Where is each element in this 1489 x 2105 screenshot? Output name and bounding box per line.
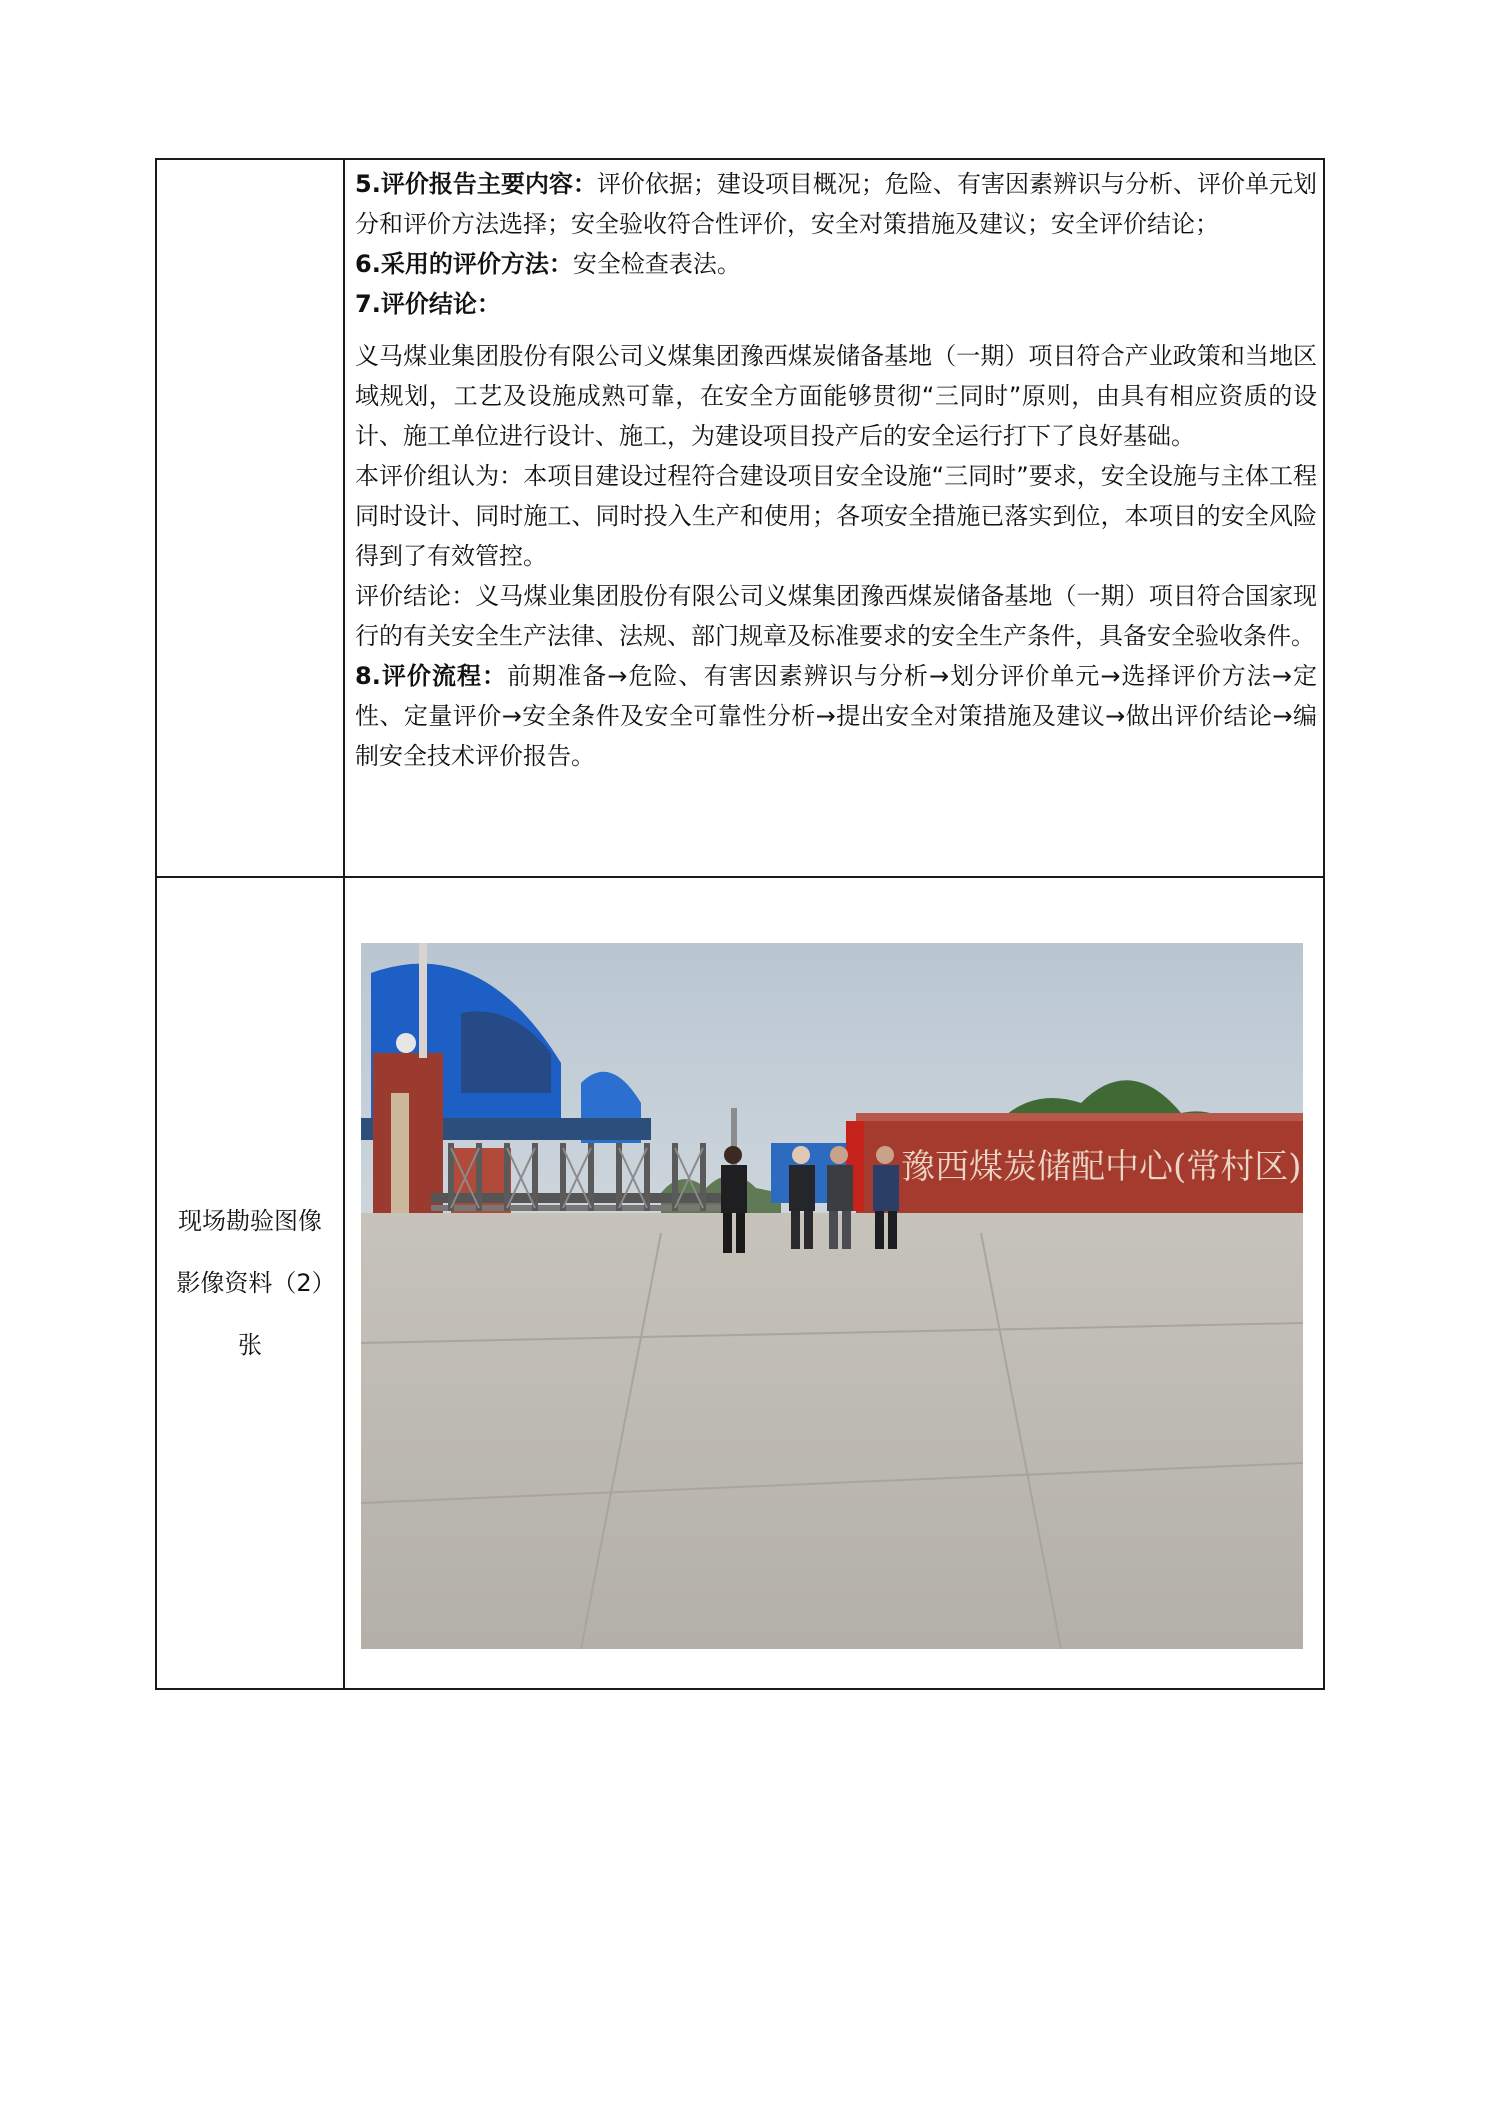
conclusion-paragraph-2: 本评价组认为：本项目建设过程符合建设项目安全设施“三同时”要求，安全设施与主体工程同时设计、同时施工、同时投入生产和使用；各项安全措施已落实到位，本项目的安全风险得到了有效管控。 (355, 462, 1317, 570)
section-6 (355, 244, 1317, 284)
photo-label: 现场勘验图像影像资料（2）张 (176, 1207, 324, 1359)
conclusion-paragraph-1: 义马煤业集团股份有限公司义煤集团豫西煤炭储备基地（一期）项目符合产业政策和当地区域规划，工艺及设施成熟可靠，在安全方面能够贯彻“三同时”原则，由具有相应资质的设计、施工单位进行设计、施工，为建设项目投产后的安全运行打下了良好基础。 (355, 342, 1317, 450)
section-8-heading: 8.评价流程： (355, 662, 508, 690)
sign-text: 豫西煤炭储配中心(常村区) (901, 1147, 1302, 1187)
section-5-text: 评价依据；建设项目概况；危险、有害因素辨识与分析、评价单元划分和评价方法选择；安全验收符合性评价，安全对策措施及建议；安全评价结论； (355, 170, 1318, 238)
flag-pole (419, 943, 427, 1058)
section-5 (355, 164, 1317, 244)
section-8-text: 前期准备→危险、有害因素辨识与分析→划分评价单元→选择评价方法→定性、定量评价→安全条件及安全可靠性分析→提出安全对策措施及建议→做出评价结论→编制安全技术评价报告。 (355, 662, 1317, 770)
empty-label-cell (156, 159, 344, 877)
photo-cell (344, 877, 1324, 1689)
sign-wall-cap (856, 1113, 1303, 1121)
section-8 (355, 656, 1317, 776)
section-7-heading: 7.评价结论： (355, 290, 501, 318)
section-6-text: 安全检查表法。 (572, 250, 741, 278)
pillar-plaque (391, 1093, 409, 1213)
concrete-ground (361, 1213, 1303, 1649)
section-5-heading: 5.评价报告主要内容： (355, 170, 597, 198)
site-photo (361, 943, 1303, 1649)
evaluation-table (155, 158, 1325, 1690)
table-row (156, 159, 1324, 877)
report-content-cell (344, 159, 1324, 877)
section-6-heading: 6.采用的评价方法： (355, 250, 573, 278)
table-row (156, 877, 1324, 1689)
conclusion-paragraph-3: 评价结论：义马煤业集团股份有限公司义煤集团豫西煤炭储备基地（一期）项目符合国家现行的有关安全生产法律、法规、部门规章及标准要求的安全生产条件，具备安全验收条件。 (355, 582, 1317, 650)
photo-label-cell (156, 877, 344, 1689)
pillar-lamp (396, 1033, 416, 1053)
